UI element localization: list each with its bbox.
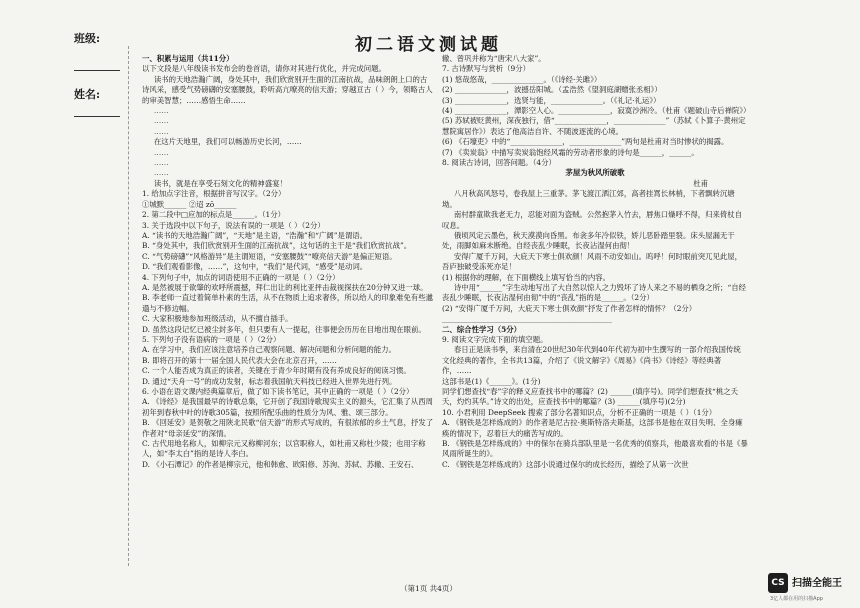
text-line: 南村群童欺我老无力，忍能对面为盗贼。公然抱茅入竹去，唇焦口燥呼不得，归来倚杖自叹息。 — [442, 210, 743, 230]
text-line: C. “气势磅礴”“风格游异”是主谓短语，“安塞腰鼓”“嘹亮信天游”是偏正短语。 — [142, 251, 397, 261]
text-line: C. 一个人能否成为真正的读者，关键在于青少年时期有没有养成良好的阅读习惯。 — [142, 366, 411, 376]
text-line: ①城默______ ②迢 zō______ — [142, 199, 237, 209]
text-line: D. 通过“天舟一号”的成功发射，标志着我国航天科技已经进入世界先进行列。 — [142, 376, 397, 386]
text-line: C. 《钢铁是怎样炼成的》这部小说通过保尔的成长经历，描绘了从第一次世 — [442, 459, 689, 469]
class-label: 班级: — [74, 32, 101, 45]
text-line: B. 李老师一直过着简单朴素的生活，从不在物质上追求奢侈，所以给人的印象难免有些邋遢与不修边幅。 — [142, 293, 433, 313]
scanner-app-tagline: 3亿人都在用的扫描App — [770, 596, 823, 602]
text-line: C. 大家积极地参加班级活动，从不擅自插手。 — [142, 314, 293, 324]
text-line: 2. 第二段中□应加的标点是______。（1分） — [142, 210, 286, 220]
text-line: A. 是然被展于欲肇的欢呼所震撼，拜仁出让的利比亚抨击裁视探扶在20分钟又进一球。 — [142, 282, 428, 292]
text-line: (2) “安得广厦千万间，大庇天下寒士俱欢颜”抒发了作者怎样的情怀？（2分） — [442, 303, 697, 313]
text-line: 以下文段是八年级读书发布会的卷首语，请你对其进行优化，并完成问题。 — [142, 64, 386, 74]
class-underline — [74, 70, 120, 71]
text-line: A. “读书的天地浩瀚广阔”，“天地”是主语，“浩瀚”和“广阔”是谓语。 — [142, 230, 368, 240]
text-line: 9. 阅读文字完成下面的填空题。 — [442, 334, 548, 344]
text-line: B. 《回延安》是贺敬之用陕北民歌“信天游”的形式写成的，有很浓郁的乡土气息，抒发了作者对“母亲延安”的深情。 — [142, 418, 434, 438]
text-line: 3. 关于选段中以下句子，说法有误的一项是（ ）（2分） — [142, 220, 325, 230]
text-line: ______________________________________________ — [442, 314, 612, 324]
text-line: A. 《钢铁是怎样炼成的》的作者是尼古拉·奥斯特洛夫斯基，这部书是他在双目失明、全身瘫痪的情况下，忍着巨大的痛苦写成的。 — [442, 418, 743, 438]
text-line: A. 《诗经》是我国最早的诗歌总集，它开创了我国诗歌现实主义的源头，它汇集了从西周初年到春秋中叶的诗歌305篇，按照所配乐曲的性质分为风、雅、颂三部分。 — [142, 397, 433, 417]
right-column — [442, 54, 751, 470]
text-line: 8. 阅读古诗词，回答问题。（4分） — [442, 158, 556, 168]
text-line: 在这片天地里，我们可以畅游历史长河，…… — [153, 137, 302, 147]
text-line: 茅屋为秋风所破歌 — [565, 168, 625, 178]
text-line: 辙、曾巩并称为“唐宋八大家”。 — [442, 54, 546, 63]
text-line: 读书的天地浩瀚广阔，身处其中，我们欣赏别开生面的江南抗战，品味朗朗上口的古诗风采，感受气势磅礴的安塞腰鼓，聆听高亢嘹亮的信天游；穿越亘古（ ）今，领略古人的审美智慧；……感悟生命…… — [142, 74, 433, 105]
text-line: 二、综合性学习（5分） — [442, 324, 522, 334]
text-line: 10. 小君利用 DeepSeek 搜索了部分名著知识点，分析不正确的一项是（ ）（1分） — [442, 407, 717, 417]
text-line: …… — [153, 168, 169, 178]
text-line: (1) 悠哉悠哉，______________。（《诗经·关雎》） — [442, 74, 602, 84]
text-line: 这部书是(1)《______》。(1分) — [442, 376, 541, 386]
text-line: …… — [153, 158, 169, 168]
name-underline — [74, 116, 120, 117]
text-line: 1. 给加点字注音，根据拼音写汉字。（2分） — [142, 189, 286, 199]
scanner-app-name: 扫描全能王 — [792, 578, 842, 589]
text-line: B. 即将召开的第十一届全国人民代表大会在北京召开，…… — [142, 355, 337, 365]
text-line: B. 《钢铁是怎样炼成的》中的保尔在骑兵部队里是一名优秀的侦察兵，他最喜欢看的书是《暴风雨所诞生的》。 — [442, 439, 748, 459]
text-line: 春日正是读书季，来自清在20世纪30年代到40年代初为初中生撰写的一部介绍我国传统文化经典的著作，全书共13篇，介绍了《说文解字》《周易》《尚书》《诗经》等经典著作，…… — [442, 345, 741, 376]
text-line: …… — [153, 106, 169, 116]
text-line: 7. 古诗默写与赏析（9分） — [442, 64, 531, 74]
text-line: 诗中用“______”字生动地写出了大自然以惊人之力毁坏了诗人来之不易的栖身之所；“自经丧乱少睡眠，长夜沾湿何由彻”中的“丧乱”指的是______。（2分） — [442, 282, 747, 303]
text-line: B. “身处其中，我们欣赏别开生面的江南抗战”，这句话的主干是“我们欣赏抗战”。 — [142, 241, 412, 251]
text-line: (5) 苏轼被贬黄州，深夜独行，借“______________，______________”（苏轼《卜算子·黄州定慧院寓居作》）表达了他高洁自许、不随波逐流的心境。 — [442, 116, 746, 136]
exam-title: 初二语文测试题 — [355, 35, 502, 55]
text-line: 一、积累与运用（共11分） — [142, 54, 234, 63]
text-line: 5. 下列句子没有语病的一项是（ ）（2分） — [142, 334, 281, 344]
text-line: D. 《小石潭记》的作者是柳宗元，他和韩愈、欧阳修、苏洵、苏轼、苏辙、王安石、 — [142, 459, 419, 469]
text-line: (3) ______________，选贤与能，______________。（《礼记·礼运》） — [442, 95, 661, 105]
text-line: 读书，就是在享受石刻文化的精神盛宴！ — [153, 178, 287, 188]
text-line: 同学们想查找“春”字的释义应查找书中的哪篇？(2) ______(填序号)。同学们想查找“桃之夭夭，灼灼其华。”诗文的出处，应查找书中的哪篇？(3) ______(填序号)(2分) — [442, 387, 738, 407]
name-label: 姓名: — [74, 88, 101, 101]
text-line: (7) 《卖炭翁》中描写卖炭翁饱经风霜的劳动者形象的诗句是______，______。 — [442, 147, 699, 157]
text-line: 八月秋高风怒号，卷我屋上三重茅。茅飞渡江洒江郊，高者挂罥长林梢，下者飘转沉塘坳。 — [442, 189, 735, 209]
text-line: …… — [153, 116, 169, 126]
binding-line — [128, 46, 129, 566]
left-column — [142, 54, 434, 470]
text-line: 俄顷风定云墨色，秋天漠漠向昏黑。布衾多年冷似铁，娇儿恶卧踏里裂。床头屋漏无干处，雨脚如麻未断绝。自经丧乱少睡眠，长夜沾湿何由彻！ — [442, 230, 735, 251]
page-footer: （第1页 共4页） — [400, 584, 457, 593]
scanner-logo-icon: CS — [768, 573, 788, 593]
text-line: …… — [153, 126, 169, 136]
text-line: 6. 小语在语文课内经典篇章后，做了如下读书笔记，其中正确的一项是（ ）（2分） — [142, 387, 414, 396]
text-line: 杜甫 — [693, 178, 708, 188]
text-line: (1) 根据你的理解，在下面横线上填写恰当的内容。 — [442, 272, 611, 282]
text-line: …… — [153, 147, 169, 157]
text-line: 4. 下列句子中，加点的词语使用不正确的一项是（ ）（2分） — [142, 272, 340, 282]
text-line: (4) ______________，潭影空人心。______________，寂寞沙洲冷。（杜甫《题破山寺后禅院》） — [442, 106, 751, 116]
text-line: D. 虽然这段记忆已被尘封多年，但只要有人一提起，往事便会历历在目地出现在眼前。 — [142, 324, 426, 334]
text-line: D. “我们观看影像，……”，这句中，“我们”是代词，“感受”是动词。 — [142, 262, 368, 272]
text-line: C. 古代用地名称人，如柳宗元又称柳河东；以官职称人，如杜甫又称杜少陵；也用字称人，如“李太白”指的是诗人李白。 — [142, 439, 426, 459]
text-line: (6) 《石壕吏》中的“______________，______________”两句是杜甫对当时惨状的揭露。 — [442, 137, 729, 147]
text-line: (2) ______________，波撼岳阳城。（孟浩然《望洞庭湖赠张丞相》） — [442, 85, 662, 95]
text-line: A. 在学习中，我们应该注意培养自己观察问题、解决问题和分析问题的能力。 — [142, 345, 396, 355]
text-line: 安得广厦千万间，大庇天下寒士俱欢颜！风雨不动安如山。呜呼！何时眼前突兀见此屋，吾庐独破受冻死亦足！ — [442, 251, 743, 272]
